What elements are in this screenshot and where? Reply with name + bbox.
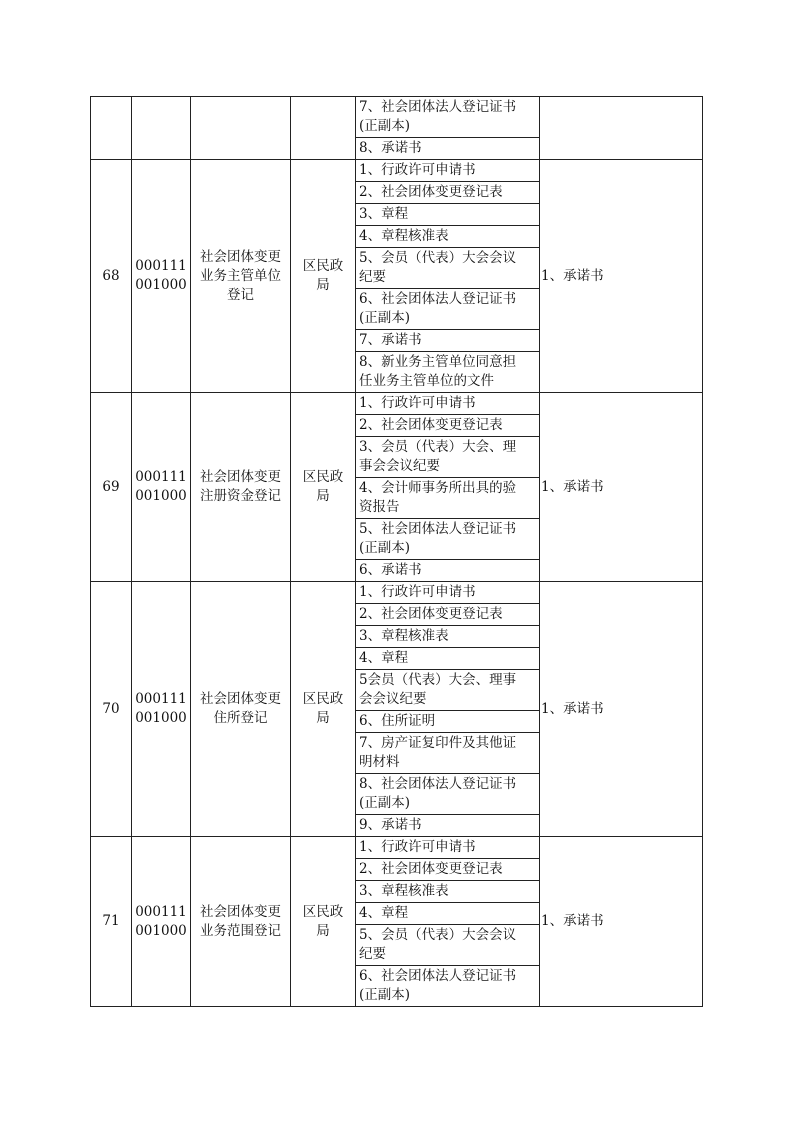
material-item	[356, 626, 540, 648]
material-line: 3、章程核准表	[359, 628, 449, 644]
item-code	[132, 97, 191, 160]
table-row	[91, 97, 703, 138]
approval-items-table	[90, 96, 703, 1007]
item-code-line: 000111	[135, 691, 187, 707]
material-item	[356, 519, 540, 560]
department-line: 区民政	[302, 469, 344, 485]
material-item	[356, 182, 540, 204]
material-line: 8、新业务主管单位同意担	[359, 354, 517, 370]
material-item	[356, 733, 540, 774]
material-line: 纪要	[359, 269, 386, 285]
material-item	[356, 138, 540, 160]
material-item	[356, 226, 540, 248]
item-name-line: 业务主管单位	[200, 267, 281, 284]
material-line: 7、承诺书	[359, 332, 422, 348]
item-name	[191, 582, 291, 837]
material-line: 5会员（代表）大会、理事	[359, 672, 517, 688]
material-line: 纪要	[359, 946, 386, 962]
material-line: (正副本)	[359, 987, 411, 1003]
material-line: 资报告	[359, 499, 400, 515]
department-line: 区民政	[302, 258, 344, 274]
item-name	[191, 97, 291, 160]
item-name-line: 注册资金登记	[200, 488, 281, 504]
item-name-line: 社会团体变更	[200, 248, 281, 265]
item-code-line: 001000	[135, 277, 187, 293]
material-line: 3、会员（代表）大会、理	[359, 439, 517, 455]
item-name-line: 住所登记	[213, 710, 268, 726]
material-line: 7、房产证复印件及其他证	[359, 735, 517, 751]
material-item	[356, 711, 540, 733]
item-code	[132, 837, 191, 1007]
item-code	[132, 160, 191, 393]
material-line: 4、章程	[359, 650, 409, 666]
item-code-line: 000111	[135, 903, 187, 920]
material-line: 8、承诺书	[359, 140, 422, 156]
material-item	[356, 330, 540, 352]
department-line: 局	[316, 922, 330, 939]
department-line: 区民政	[302, 903, 344, 920]
department-line: 区民政	[302, 691, 344, 707]
material-line: 任业务主管单位的文件	[359, 373, 494, 389]
material-line: 5、社会团体法人登记证书	[359, 521, 517, 537]
material-line: 1、行政许可申请书	[359, 395, 476, 411]
material-line: 2、社会团体变更登记表	[359, 861, 503, 877]
table-row	[91, 837, 703, 859]
department-line: 局	[316, 488, 330, 504]
item-code-line: 000111	[135, 469, 187, 485]
material-line: 1、行政许可申请书	[359, 584, 476, 600]
item-name-line: 业务范围登记	[200, 922, 281, 939]
additional-requirement: 1、承诺书	[540, 393, 703, 582]
item-code-line: 001000	[135, 710, 187, 726]
material-item	[356, 437, 540, 478]
material-item	[356, 774, 540, 815]
table-row	[91, 393, 703, 415]
item-code	[132, 393, 191, 582]
material-line: 2、社会团体变更登记表	[359, 606, 503, 622]
material-line: 1、行政许可申请书	[359, 839, 476, 855]
material-item	[356, 966, 540, 1007]
material-item	[356, 648, 540, 670]
item-code	[132, 582, 191, 837]
department-line: 局	[316, 277, 330, 293]
material-item	[356, 393, 540, 415]
material-item	[356, 415, 540, 437]
item-number: 70	[91, 582, 132, 837]
material-item	[356, 478, 540, 519]
item-number	[91, 97, 132, 160]
item-code-line: 000111	[135, 258, 187, 274]
item-code-line: 001000	[135, 488, 187, 504]
material-item	[356, 903, 540, 925]
table-row	[91, 582, 703, 604]
material-item	[356, 815, 540, 837]
material-line: 6、社会团体法人登记证书	[359, 291, 517, 307]
department	[291, 160, 356, 393]
material-line: 9、承诺书	[359, 817, 422, 833]
item-name-line: 登记	[227, 286, 254, 303]
additional-requirement: 1、承诺书	[540, 582, 703, 837]
material-line: 5、会员（代表）大会会议	[359, 927, 517, 943]
item-name-line: 社会团体变更	[200, 691, 281, 707]
additional-requirement	[540, 97, 703, 160]
material-item	[356, 289, 540, 330]
material-line: 会会议纪要	[359, 691, 427, 707]
item-name	[191, 160, 291, 393]
material-item	[356, 352, 540, 393]
material-line: 2、社会团体变更登记表	[359, 417, 503, 433]
material-line: 6、社会团体法人登记证书	[359, 968, 517, 984]
material-line: (正副本)	[359, 118, 411, 134]
material-item	[356, 925, 540, 966]
material-line: 2、社会团体变更登记表	[359, 184, 503, 200]
material-line: (正副本)	[359, 540, 411, 556]
material-item	[356, 560, 540, 582]
material-item	[356, 160, 540, 182]
material-line: 3、章程核准表	[359, 883, 449, 899]
department	[291, 97, 356, 160]
item-name	[191, 393, 291, 582]
department	[291, 582, 356, 837]
material-line: 事会会议纪要	[359, 458, 440, 474]
material-line: 5、会员（代表）大会会议	[359, 250, 517, 266]
item-code-line: 001000	[135, 922, 187, 939]
item-name-line: 社会团体变更	[200, 469, 281, 485]
item-number: 69	[91, 393, 132, 582]
material-item	[356, 881, 540, 903]
material-line: (正副本)	[359, 310, 411, 326]
material-line: 4、会计师事务所出具的验	[359, 480, 517, 496]
item-name-line: 社会团体变更	[200, 903, 281, 920]
item-name	[191, 837, 291, 1007]
material-item	[356, 837, 540, 859]
item-number: 71	[91, 837, 132, 1007]
material-line: 明材料	[359, 754, 400, 770]
table-row	[91, 160, 703, 182]
material-item	[356, 582, 540, 604]
material-line: 1、行政许可申请书	[359, 162, 476, 178]
material-line: (正副本)	[359, 795, 411, 811]
material-line: 3、章程	[359, 206, 409, 222]
material-line: 7、社会团体法人登记证书	[359, 99, 517, 115]
material-line: 8、社会团体法人登记证书	[359, 776, 517, 792]
material-item	[356, 670, 540, 711]
material-line: 6、住所证明	[359, 713, 436, 729]
material-line: 4、章程	[359, 905, 409, 921]
material-line: 4、章程核准表	[359, 228, 449, 244]
material-item	[356, 859, 540, 881]
material-item	[356, 604, 540, 626]
additional-requirement: 1、承诺书	[540, 837, 703, 1007]
material-line: 6、承诺书	[359, 562, 422, 578]
material-item	[356, 248, 540, 289]
department	[291, 837, 356, 1007]
material-item	[356, 97, 540, 138]
table-body	[91, 97, 703, 1007]
item-number: 68	[91, 160, 132, 393]
additional-requirement: 1、承诺书	[540, 160, 703, 393]
department-line: 局	[316, 710, 330, 726]
material-item	[356, 204, 540, 226]
department	[291, 393, 356, 582]
